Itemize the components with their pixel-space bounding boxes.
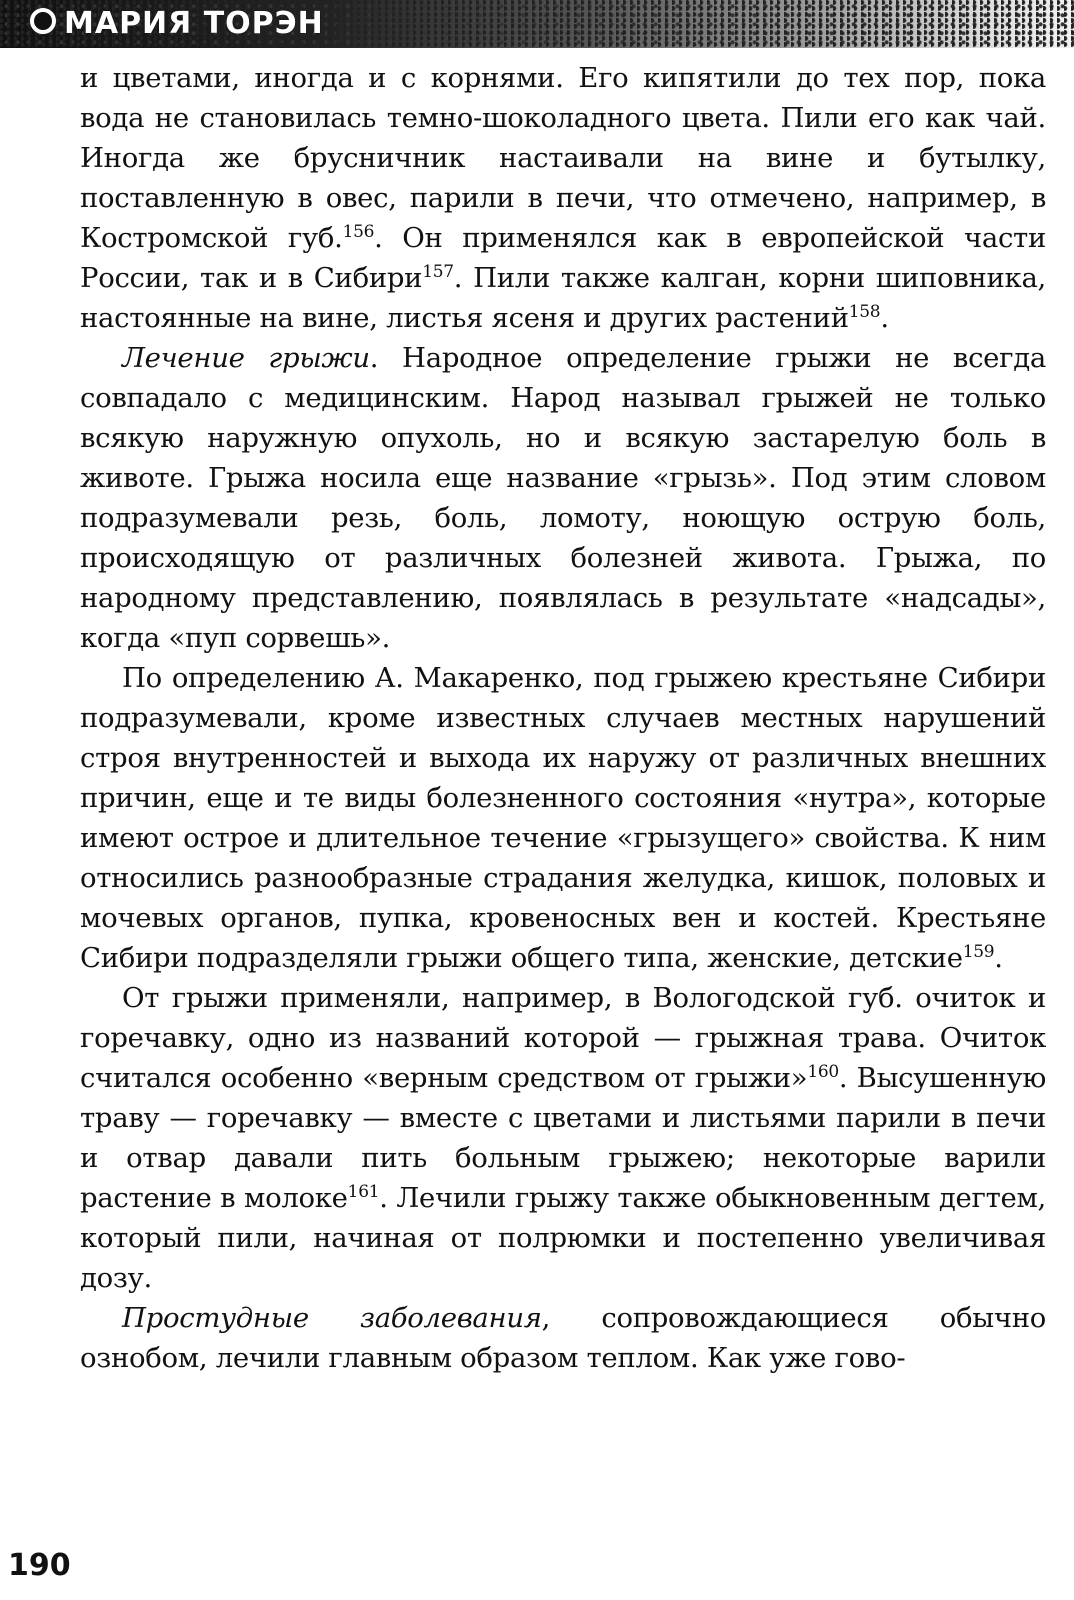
paragraph-text: . Лечили грыжу также обыкновенным дегтем, который пили, начиная от полрюмки и постепенно увеличивая дозу. xyxy=(80,1182,1046,1294)
paragraph-text: , сопровождающиеся обычно ознобом, лечили главным образом теплом. Как уже гово- xyxy=(80,1302,1046,1374)
paragraph-text: От грыжи применяли, например, в Вологодской губ. очиток и горечавку, одно из названий которой — грыжная трава. Очиток считался особенно «верным средством от грыжи» xyxy=(80,982,1046,1094)
footnote-ref: 159 xyxy=(962,942,995,962)
running-header-band xyxy=(0,0,1074,48)
paragraph-text: По определению А. Макаренко, под грыжею крестьяне Сибири подразумевали, кроме известных случаев местных нарушений строя внутренностей и выхода их наружу от различных внешних причин, еще и те виды болезненного состояния «нутра», которые имеют острое и длительное течение «грызущего» свойства. К ним относились разнообразные страдания желудка, кишок, половых и мочевых органов, пупка, кровеносных вен и костей. Крестьяне Сибири подразделяли грыжи общего типа, женские, детские xyxy=(80,662,1046,974)
footnote-ref: 161 xyxy=(347,1182,380,1202)
body-text xyxy=(80,58,1046,1378)
paragraph-text: . Пили также калган, корни шиповника, настоянные на вине, листья ясеня и других растений xyxy=(80,262,1046,334)
running-header-author: МАРИЯ ТОРЭН xyxy=(64,6,324,41)
section-heading: Лечение грыжи xyxy=(122,342,370,374)
footnote-ref: 156 xyxy=(342,222,375,242)
footnote-ref: 160 xyxy=(807,1062,839,1082)
page-number: 190 xyxy=(8,1548,71,1583)
paragraph-3 xyxy=(80,658,1046,978)
paragraph-text: . Высушенную траву — горечавку — вместе с цветами и листьями парили в печи и отвар давали пить больным грыжею; некоторые варили растение в молоке xyxy=(80,1062,1046,1214)
paragraph-text: . Народное определение грыжи не всегда совпадало с медицинским. Народ называл грыжей не только всякую наружную опухоль, но и всякую застарелую боль в животе. Грыжа носила еще название «грызь». Под этим словом подразумевали резь, боль, ломоту, ноющую острую боль, происходящую от различных болезней живота. Грыжа, по народному представлению, появлялась в результате «надсады», когда «пуп сорвешь». xyxy=(80,342,1046,654)
paragraph-2 xyxy=(80,338,1046,658)
paragraph-text: и цветами, иногда и с корнями. Его кипятили до тех пор, пока вода не становилась темно-шоколадного цвета. Пили его как чай. Иногда же брусничник настаивали на вине и бутылку, поставленную в овес, парили в печи, что отмечено, например, в Костромской губ. xyxy=(80,62,1046,254)
header-circle-icon xyxy=(30,8,56,34)
footnote-ref: 158 xyxy=(848,302,881,322)
paragraph-text: . xyxy=(880,302,889,334)
paragraph-5 xyxy=(80,1298,1046,1378)
section-heading: Простудные заболевания xyxy=(122,1302,542,1334)
paragraph-4 xyxy=(80,978,1046,1298)
paragraph-text: . Он применялся как в европейской части России, так и в Сибири xyxy=(80,222,1046,294)
paragraph-1 xyxy=(80,58,1046,338)
paragraph-text: . xyxy=(994,942,1003,974)
footnote-ref: 157 xyxy=(422,262,454,282)
